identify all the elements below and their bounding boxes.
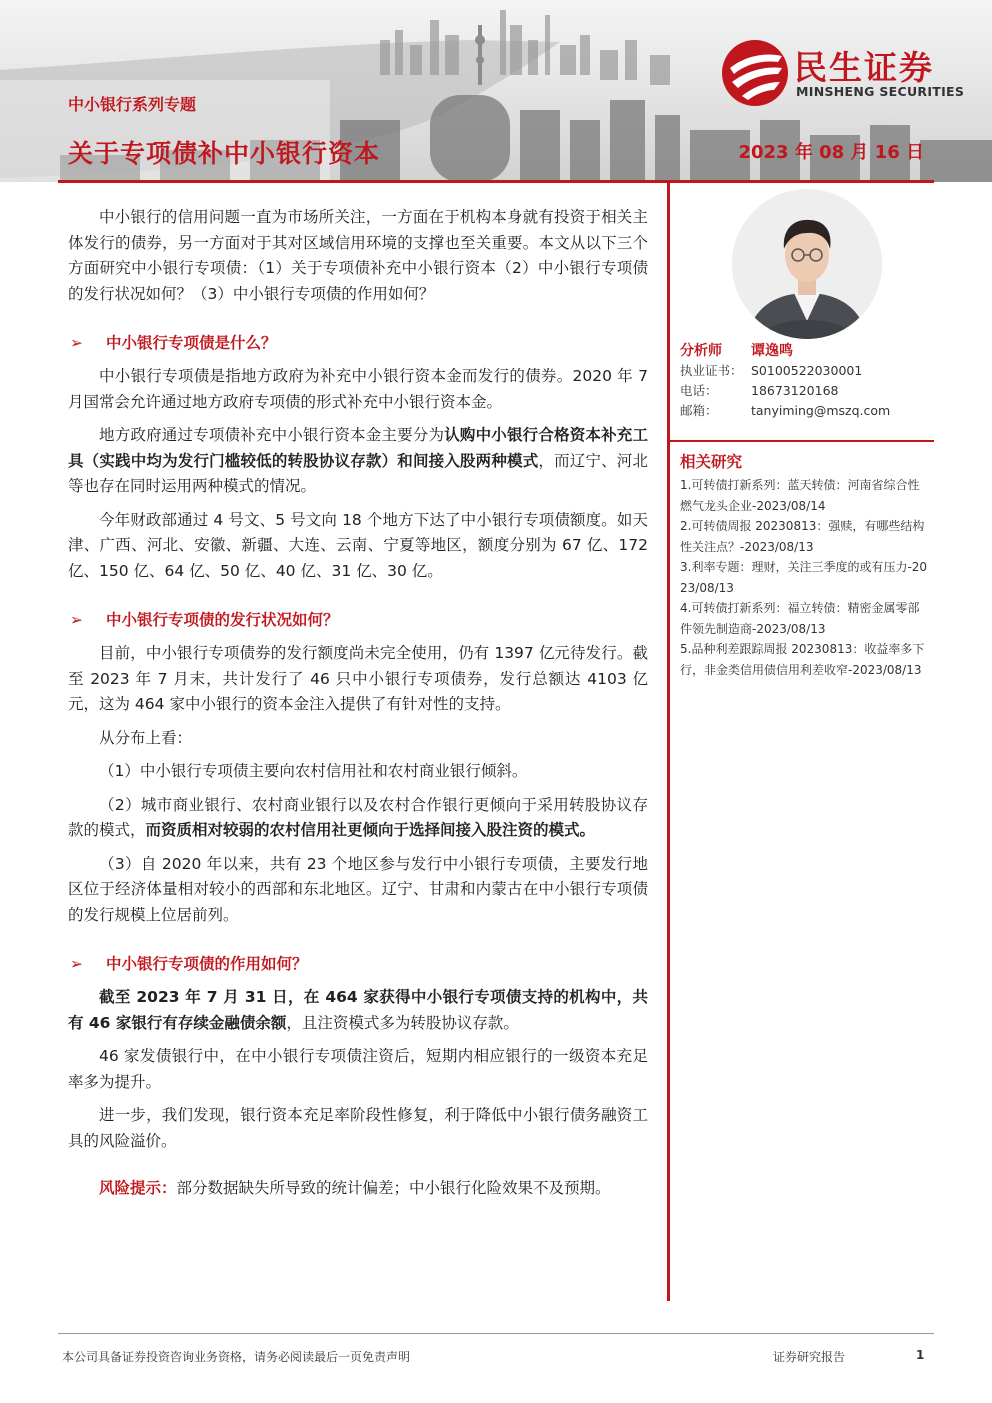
risk-label: 风险提示： bbox=[99, 1179, 177, 1197]
related-item[interactable]: 1.可转债打新系列：蓝天转债：河南省综合性燃气龙头企业-2023/08/14 bbox=[680, 478, 920, 513]
phone-value: 18673120168 bbox=[751, 383, 839, 398]
company-logo bbox=[720, 38, 970, 108]
paragraph: 今年财政部通过 4 号文、5 号文向 18 个地方下达了中小银行专项债额度。如天津、广西、河北、安徽、新疆、大连、云南、宁夏等地区，额度分别为 67 亿、172 亿、150 亿、64 亿、50 亿、40 亿、31 亿、30 亿。 bbox=[68, 510, 648, 580]
sidebar-divider bbox=[670, 440, 934, 442]
paragraph: （2）城市商业银行、农村商业银行以及农村合作银行更倾向于采用转股协议存款的模式，而资质相对较弱的农村信用社更倾向于选择间接入股注资的模式。 bbox=[68, 795, 648, 839]
email-link[interactable]: tanyiming@mszq.com bbox=[751, 403, 891, 418]
paragraph: 目前，中小银行专项债券的发行额度尚未完全使用，仍有 1397 亿元待发行。截至 2023 年 7 月末，共计发行了 46 只中小银行专项债券，发行总额达 4103 亿元，这为 464 家中小银行的资本金注入提供了有针对性的支持。 bbox=[68, 644, 648, 713]
paragraph: 中小银行专项债是指地方政府为补充中小银行资本金而发行的债券。2020 年 7 月国常会允许通过地方政府专项债的形式补充中小银行资本金。 bbox=[68, 367, 648, 411]
related-item[interactable]: 5.品种利差跟踪周报 20230813：收益率多下行，非金类信用债信用利差收窄-2023/08/13 bbox=[680, 642, 925, 677]
phone-label: 电话： bbox=[680, 383, 718, 398]
risk-warning: 风险提示：部分数据缺失所导致的统计偏差；中小银行化险效果不及预期。 bbox=[99, 1179, 611, 1197]
phone-row bbox=[680, 381, 934, 401]
analyst-label: 分析师 bbox=[680, 343, 722, 359]
arrow-icon: ➢ bbox=[70, 334, 83, 352]
related-research-list bbox=[680, 475, 930, 680]
report-date: 2023 年 08 月 16 日 bbox=[738, 142, 924, 163]
paragraph: 46 家发债银行中，在中小银行专项债注资后，短期内相应银行的一级资本充足率多为提升。 bbox=[68, 1047, 648, 1091]
paragraph: 进一步，我们发现，银行资本充足率阶段性修复，利于降低中小银行债务融资工具的风险溢价。 bbox=[68, 1106, 648, 1150]
cert-row bbox=[680, 361, 934, 381]
related-item[interactable]: 3.利率专题：理财，关注三季度的或有压力-2023/08/13 bbox=[680, 560, 928, 595]
section-heading-3: ➢ 中小银行专项债的作用如何？ bbox=[68, 952, 648, 977]
analyst-name: 谭逸鸣 bbox=[751, 343, 793, 359]
logo-text-cn: 民生证券 bbox=[794, 48, 934, 87]
paragraph: （1）中小银行专项债主要向农村信用社和农村商业银行倾斜。 bbox=[99, 762, 528, 780]
analyst-photo bbox=[732, 189, 882, 339]
header-divider bbox=[58, 180, 934, 183]
section-heading-1: ➢ 中小银行专项债是什么？ bbox=[68, 331, 648, 356]
cert-value: S0100522030001 bbox=[751, 363, 863, 378]
analyst-avatar-icon bbox=[732, 189, 882, 339]
column-divider bbox=[667, 183, 670, 1301]
report-title: 关于专项债补中小银行资本 bbox=[68, 139, 381, 168]
paragraph: （3）自 2020 年以来，共有 23 个地区参与发行中小银行专项债，主要发行地区位于经济体量相对较小的西部和东北地区。辽宁、甘肃和内蒙古在中小银行专项债的发行规模上位居前列。 bbox=[68, 854, 648, 924]
paragraph: 地方政府通过专项债补充中小银行资本金主要分为认购中小银行合格资本补充工具（实践中均为发行门槛较低的转股协议存款）和间接入股两种模式，而辽宁、河北等也存在同时运用两种模式的情况。 bbox=[68, 426, 648, 495]
footer-divider bbox=[58, 1333, 934, 1334]
arrow-icon: ➢ bbox=[70, 611, 83, 629]
paragraph: 从分布上看： bbox=[99, 728, 193, 747]
analyst-row bbox=[680, 341, 934, 361]
paragraph: 截至 2023 年 7 月 31 日，在 464 家获得中小银行专项债支持的机构中，共有 46 家银行有存续金融债余额，且注资模式多为转股协议存款。 bbox=[68, 988, 648, 1032]
email-row bbox=[680, 401, 934, 421]
arrow-icon: ➢ bbox=[70, 955, 83, 973]
footer-disclaimer: 本公司具备证券投资咨询业务资格，请务必阅读最后一页免责声明 bbox=[62, 1350, 411, 1364]
footer-report-type: 证券研究报告 bbox=[773, 1350, 846, 1364]
header-banner bbox=[0, 0, 992, 182]
cert-label: 执业证书： bbox=[680, 363, 743, 378]
section-heading-2: ➢ 中小银行专项债的发行状况如何？ bbox=[68, 608, 648, 633]
main-content bbox=[68, 205, 648, 1210]
page-number: 1 bbox=[916, 1348, 925, 1362]
intro-paragraph: 中小银行的信用问题一直为市场所关注，一方面在于机构本身就有投资于相关主体发行的债券，另一方面对于其对区域信用环境的支撑也至关重要。本文从以下三个方面研究中小银行专项债：（1）关于专项债补充中小银行资本（2）中小银行专项债的发行状况如何？（3）中小银行专项债的作用如何？ bbox=[68, 208, 648, 303]
logo-text-en: MINSHENG SECURITIES bbox=[796, 84, 965, 99]
email-label: 邮箱： bbox=[680, 403, 718, 418]
related-research-title: 相关研究 bbox=[680, 453, 743, 471]
report-series: 中小银行系列专题 bbox=[68, 95, 197, 114]
minsheng-logo-icon bbox=[720, 38, 790, 108]
related-item[interactable]: 4.可转债打新系列：福立转债：精密金属零部件领先制造商-2023/08/13 bbox=[680, 601, 920, 636]
related-item[interactable]: 2.可转债周报 20230813：强赎，有哪些结构性关注点？-2023/08/13 bbox=[680, 519, 925, 554]
analyst-info bbox=[680, 341, 934, 421]
